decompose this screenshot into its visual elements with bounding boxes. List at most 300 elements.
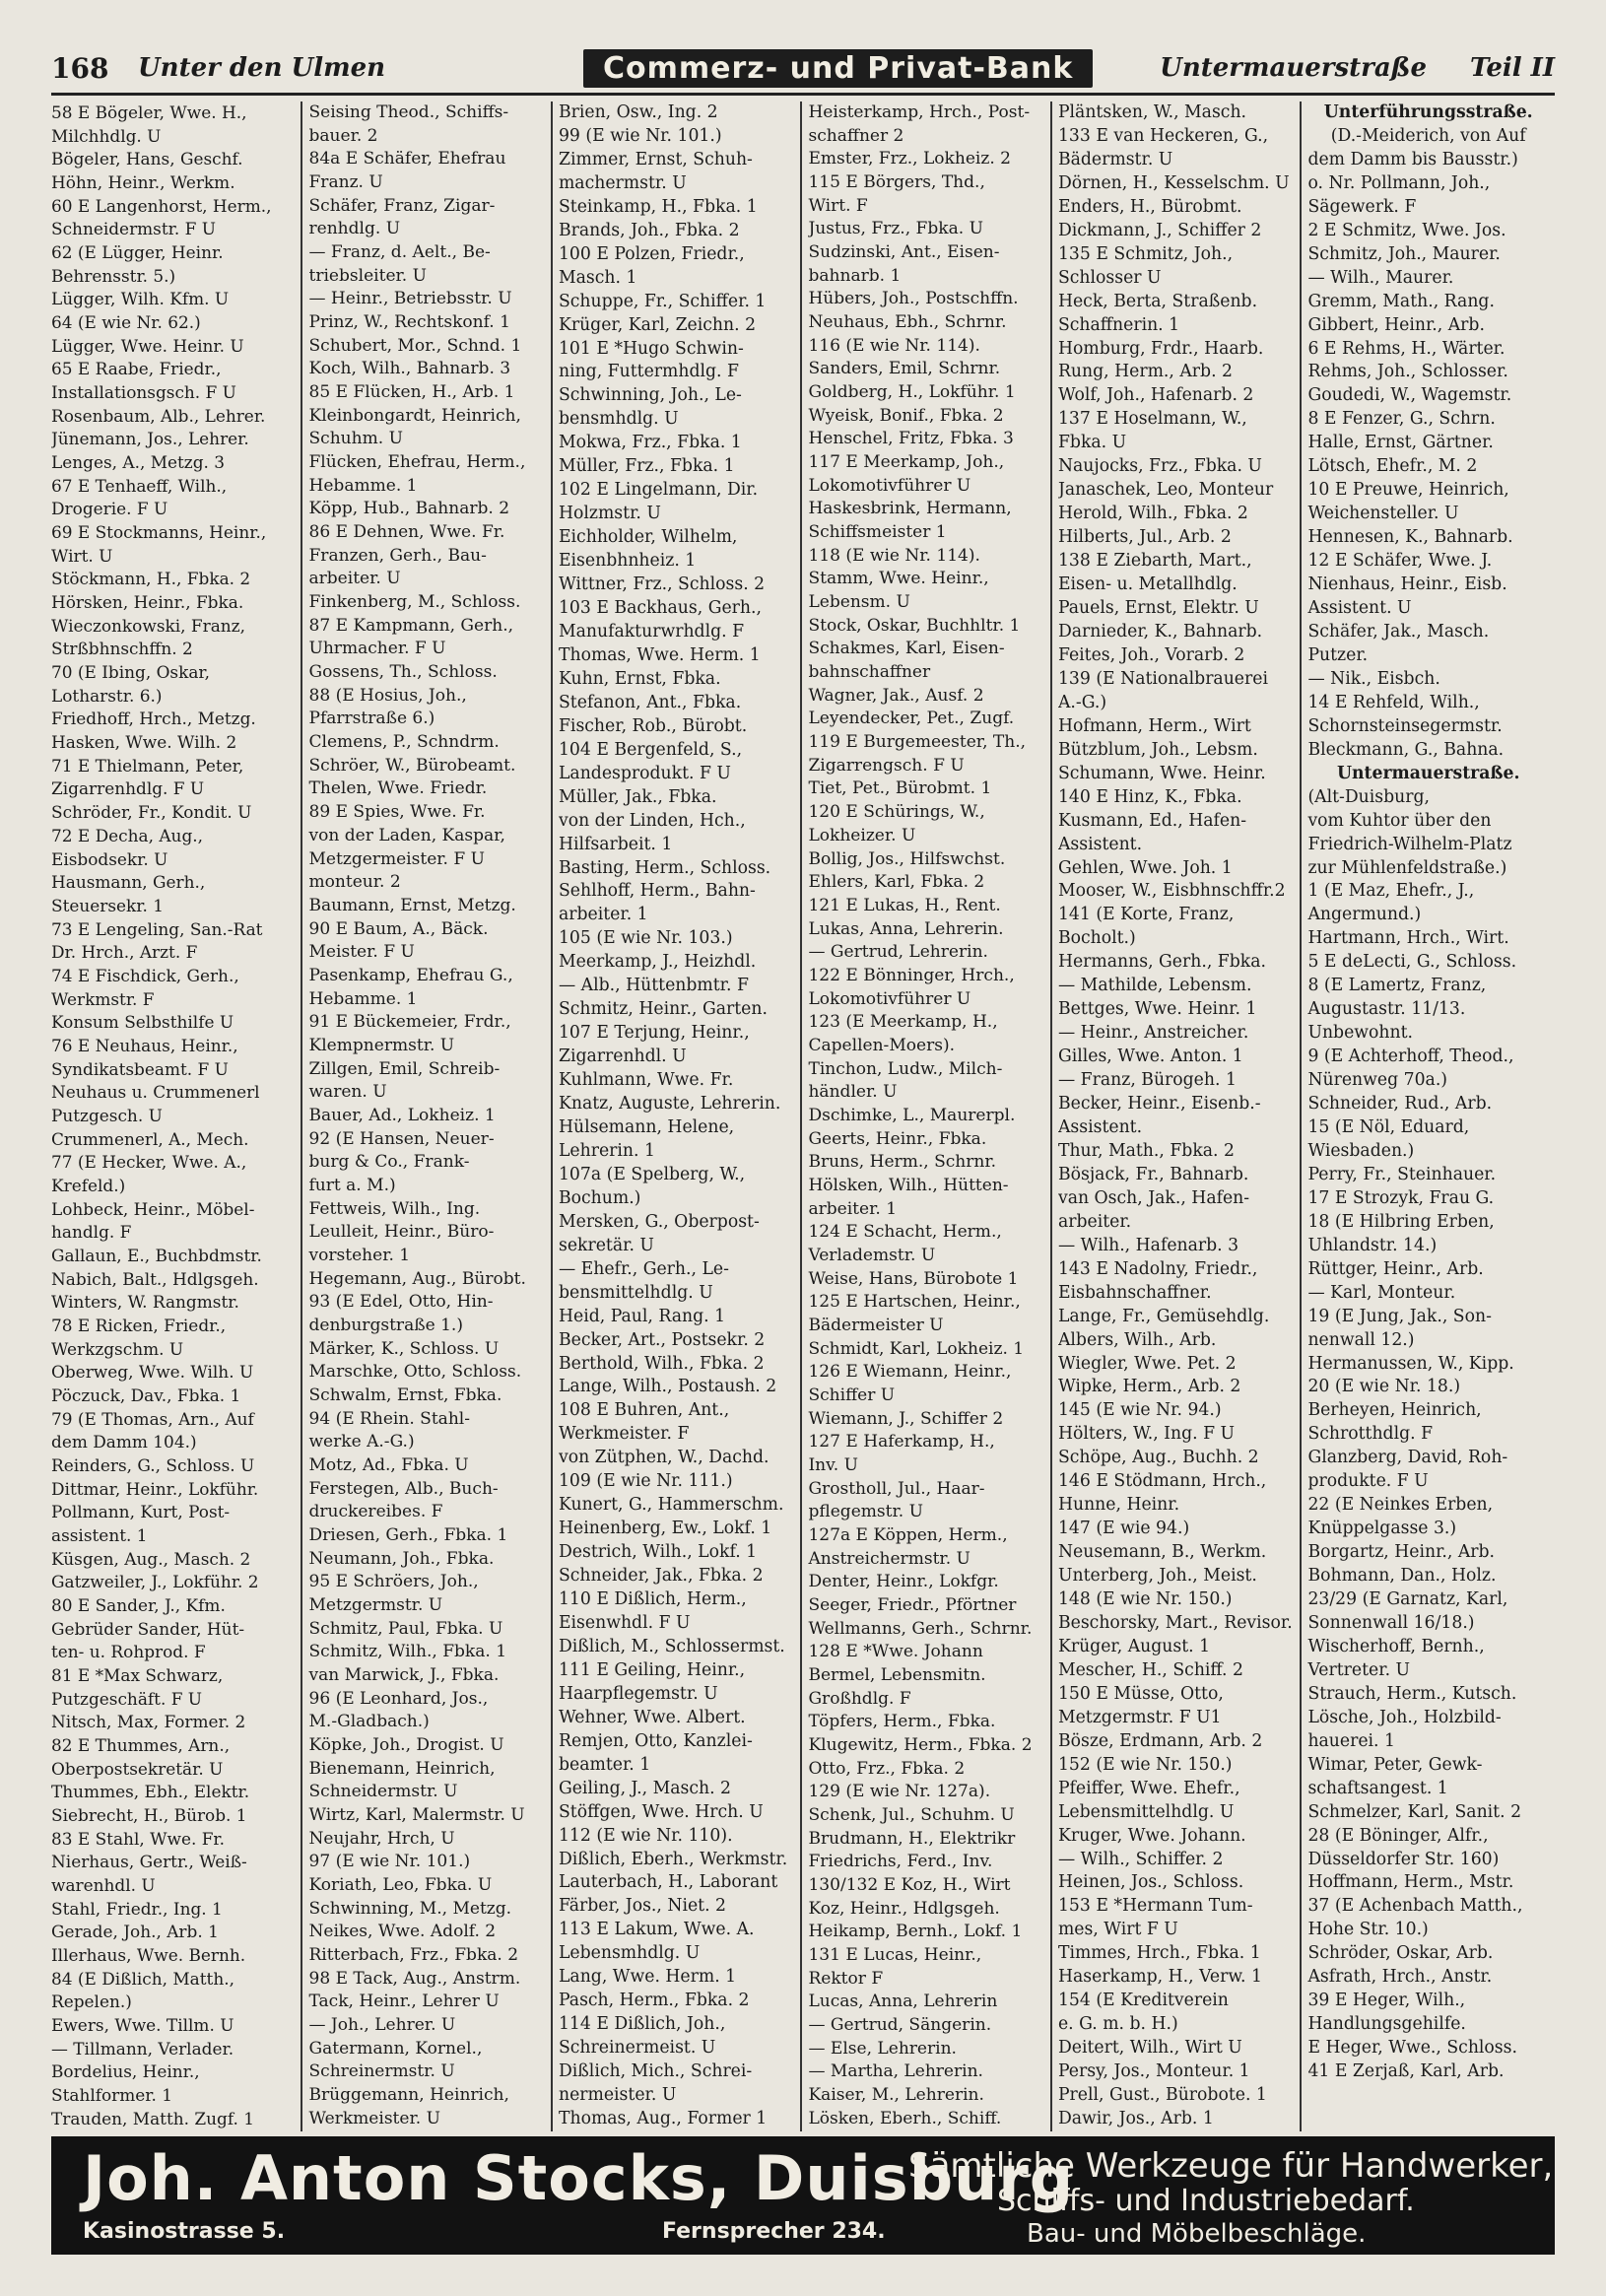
bank-banner: Commerz- und Privat-Bank xyxy=(583,49,1093,88)
list-item: Hunne, Heinr. xyxy=(1057,1495,1180,1516)
list-item: Gatermann, Kornel., xyxy=(308,2038,483,2059)
list-item: Schmitz, Wilh., Fbka. 1 xyxy=(308,1642,507,1662)
list-item: Werkmeister. U xyxy=(308,2108,440,2128)
list-item: Schröer, W., Bürobeamt. xyxy=(308,755,516,776)
list-item: 91 E Bückemeier, Frdr., xyxy=(308,1012,511,1033)
list-item: Bauer, Ad., Lokheiz. 1 xyxy=(308,1105,496,1125)
list-item: Dörnen, H., Kesselschm. U xyxy=(1057,172,1290,193)
list-item: 77 (E Hecker, Wwe. A., xyxy=(51,1152,247,1173)
list-item: Zigarrengsch. F U xyxy=(808,755,965,776)
list-item: Augustastr. 11/13. xyxy=(1307,999,1466,1020)
list-item: 90 E Baum, A., Bäck. xyxy=(308,918,489,939)
list-item: bensmittelhdlg. U xyxy=(558,1282,713,1303)
list-item: Putzgesch. U xyxy=(51,1105,163,1125)
list-item: 83 E Stahl, Wwe. Fr. xyxy=(51,1828,226,1849)
list-item: Neumann, Joh., Fbka. xyxy=(308,1548,495,1569)
list-item: Dißlich, Eberh., Werkmstr. xyxy=(558,1849,788,1869)
page-number: 168 xyxy=(51,51,109,85)
list-item: 140 E Hinz, K., Fbka. xyxy=(1057,786,1242,807)
list-item: Hilberts, Jul., Arb. 2 xyxy=(1057,527,1232,548)
list-item: Schuppe, Fr., Schiffer. 1 xyxy=(558,291,767,311)
list-item: 118 (E wie Nr. 114). xyxy=(808,545,980,566)
list-item: — Else, Lehrerin. xyxy=(808,2038,957,2059)
list-item: 17 E Strozyk, Frau G. xyxy=(1307,1187,1495,1208)
list-item: 105 (E wie Nr. 103.) xyxy=(558,928,733,949)
list-item: Stock, Oskar, Buchhltr. 1 xyxy=(808,615,1021,636)
list-item: Hennesen, K., Bahnarb. xyxy=(1307,527,1513,548)
list-item: Wyeisk, Bonif., Fbka. 2 xyxy=(808,405,1004,426)
list-item: Steinkamp, H., Fbka. 1 xyxy=(558,196,758,217)
list-item: mes, Wirt F U xyxy=(1057,1920,1178,1940)
list-item: 100 E Polzen, Friedr., xyxy=(558,243,745,264)
list-item: 58 E Bögeler, Wwe. H., xyxy=(51,102,247,122)
ad-address: Kasinostrasse 5. xyxy=(83,2219,286,2244)
list-item: Werkzgschm. U xyxy=(51,1338,184,1359)
list-item: Weichensteller. U xyxy=(1307,504,1459,524)
list-item: Zillgen, Emil, Schreib- xyxy=(308,1058,501,1079)
list-item: Mooser, W., Eisbhnschffr.2 xyxy=(1057,881,1286,902)
list-item: Stahlformer. 1 xyxy=(51,2085,173,2106)
list-item: Steuersekr. 1 xyxy=(51,895,165,915)
list-item: Lösche, Joh., Holzbild- xyxy=(1307,1707,1502,1727)
list-item: arbeiter. 1 xyxy=(808,1198,898,1219)
list-item: Leyendecker, Pet., Zugf. xyxy=(808,709,1015,729)
list-item: Zimmer, Ernst, Schuh- xyxy=(558,149,753,169)
list-item: 141 (E Korte, Franz, xyxy=(1057,905,1235,925)
list-item: — Franz, Bürogeh. 1 xyxy=(1057,1070,1237,1091)
list-item: 109 (E wie Nr. 111.) xyxy=(558,1471,733,1492)
list-item: 119 E Burgemeester, Th., xyxy=(808,732,1027,753)
list-item: waren. U xyxy=(308,1082,387,1103)
list-item: sekretär. U xyxy=(558,1235,654,1255)
list-item: Neuhaus, Ebh., Schrnr. xyxy=(808,312,1007,333)
list-item: Hölsken, Wilh., Hütten- xyxy=(808,1175,1009,1195)
list-item: Kleinbongardt, Heinrich, xyxy=(308,405,521,426)
list-item: Leulleit, Heinr., Büro- xyxy=(308,1222,495,1243)
list-item: Heinen, Jos., Schloss. xyxy=(1057,1872,1244,1893)
list-item: Tiet, Pet., Bürobmt. 1 xyxy=(808,778,992,799)
list-item: — Martha, Lehrerin. xyxy=(808,2061,983,2082)
list-item: Koz, Heinr., Hdlgsgeh. xyxy=(808,1898,1000,1919)
ad-phone: Fernsprecher 234. xyxy=(662,2219,886,2244)
list-item: 1 (E Maz, Ehefr., J., xyxy=(1307,881,1475,902)
list-item: Rosenbaum, Alb., Lehrer. xyxy=(51,405,266,426)
list-item: Strauch, Herm., Kutsch. xyxy=(1307,1683,1517,1704)
list-item: Thomas, Wwe. Herm. 1 xyxy=(558,644,761,665)
list-item: — Tillmann, Verlader. xyxy=(51,2038,234,2059)
list-item: Müller, Jak., Fbka. xyxy=(558,786,717,807)
list-item: Albers, Wilh., Arb. xyxy=(1057,1329,1217,1350)
list-item: Schiffer U xyxy=(808,1384,896,1405)
list-item: Enders, H., Bürobmt. xyxy=(1057,196,1242,217)
list-item: Thelen, Wwe. Friedr. xyxy=(308,778,488,799)
list-item: 80 E Sander, J., Kfm. xyxy=(51,1595,226,1615)
list-item: Reinders, G., Schloss. U xyxy=(51,1454,255,1475)
list-item: Gebrüder Sander, Hüt- xyxy=(51,1618,245,1639)
list-item: Schneidermstr. U xyxy=(308,1782,458,1802)
list-item: Hegemann, Aug., Bürobt. xyxy=(308,1268,526,1289)
ad-tagline-3: Bau- und Möbelbeschläge. xyxy=(1027,2219,1367,2249)
list-item: 84 (E Dißlich, Matth., xyxy=(51,1968,234,1989)
list-item: Lucas, Anna, Lehrerin xyxy=(808,1992,998,2012)
list-item: 85 E Flücken, H., Arb. 1 xyxy=(308,382,515,403)
list-item: 6 E Rehms, H., Wärter. xyxy=(1307,338,1506,359)
list-item: Ritterbach, Frz., Fbka. 2 xyxy=(308,1945,519,1966)
list-item: Halle, Ernst, Gärtner. xyxy=(1307,433,1494,453)
list-item: 107a (E Spelberg, W., xyxy=(558,1164,746,1184)
list-item: Oberweg, Wwe. Wilh. U xyxy=(51,1362,254,1383)
list-item: Wiegler, Wwe. Pet. 2 xyxy=(1057,1353,1237,1374)
list-item: Lenges, A., Metzg. 3 xyxy=(51,452,226,473)
list-item: 73 E Lengeling, San.-Rat xyxy=(51,918,263,939)
list-item: Becker, Art., Postsekr. 2 xyxy=(558,1329,766,1350)
list-item: Lehrerin. 1 xyxy=(558,1140,655,1161)
list-item: Milchhdlg. U xyxy=(51,125,162,146)
list-item: Unterberg, Joh., Meist. xyxy=(1057,1566,1257,1587)
list-item: Janaschek, Leo, Monteur xyxy=(1057,480,1274,501)
list-item: 2 E Schmitz, Wwe. Jos. xyxy=(1307,220,1506,240)
list-item: Wittner, Frz., Schloss. 2 xyxy=(558,574,766,595)
list-item: von Zütphen, W., Dachd. xyxy=(558,1448,770,1468)
list-item: Bösjack, Fr., Bahnarb. xyxy=(1057,1164,1249,1184)
list-item: schaftsangest. 1 xyxy=(1307,1778,1448,1798)
list-item: Justus, Frz., Fbka. U xyxy=(808,219,983,239)
list-item: Ewers, Wwe. Tillm. U xyxy=(51,2015,234,2036)
list-item: Müller, Frz., Fbka. 1 xyxy=(558,456,735,477)
list-item: Pollmann, Kurt, Post- xyxy=(51,1502,231,1522)
list-item: Bädermstr. U xyxy=(1057,149,1173,169)
list-item: Wischerhoff, Bernh., xyxy=(1307,1636,1485,1656)
list-item: Sudzinski, Ant., Eisen- xyxy=(808,242,1000,263)
list-item: — Franz, d. Aelt., Be- xyxy=(308,242,491,263)
list-item: Wiesbaden.) xyxy=(1307,1140,1415,1161)
list-item: Schornsteinsegermstr. xyxy=(1307,715,1503,736)
list-item: — Heinr., Anstreicher. xyxy=(1057,1023,1249,1044)
list-item: Berheyen, Heinrich, xyxy=(1307,1400,1482,1421)
list-item: Destrich, Wilh., Lokf. 1 xyxy=(558,1542,758,1563)
list-item: 8 E Fenzer, G., Schrn. xyxy=(1307,409,1496,430)
list-item: Lange, Wilh., Postaush. 2 xyxy=(558,1377,777,1397)
list-item: 127 E Haferkamp, H., xyxy=(808,1432,995,1452)
list-item: Otto, Frz., Fbka. 2 xyxy=(808,1758,966,1779)
list-item: nermeister. U xyxy=(558,2085,677,2106)
list-item: 41 E Zerjaß, Karl, Arb. xyxy=(1307,2061,1505,2082)
list-item: 70 (E Ibing, Oskar, xyxy=(51,662,211,683)
list-item: Bienemann, Heinrich, xyxy=(308,1758,496,1779)
list-item: 76 E Neuhaus, Heinr., xyxy=(51,1035,238,1055)
list-item: 131 E Lucas, Heinr., xyxy=(808,1945,982,1966)
list-item: Bohmann, Dan., Holz. xyxy=(1307,1566,1497,1587)
list-item: Thur, Math., Fbka. 2 xyxy=(1057,1140,1235,1161)
list-item: Hausmann, Gerh., xyxy=(51,872,206,893)
list-item: 64 (E wie Nr. 62.) xyxy=(51,312,201,333)
list-item: dem Damm bis Bausstr.) xyxy=(1307,149,1518,169)
list-item: Bordelius, Heinr., xyxy=(51,2061,200,2082)
list-item: Neuhaus u. Crummenerl xyxy=(51,1082,260,1103)
list-item: Lösken, Eberh., Schiff. xyxy=(808,2108,1002,2128)
list-item: vorsteher. 1 xyxy=(308,1245,411,1265)
list-item: Schröder, Oskar, Arb. xyxy=(1307,1943,1494,1964)
list-item: 130/132 E Koz, H., Wirt xyxy=(808,1875,1011,1896)
list-item: Schmidt, Karl, Lokheiz. 1 xyxy=(808,1338,1025,1359)
list-item: 95 E Schröers, Joh., xyxy=(308,1572,479,1592)
list-item: Färber, Jos., Niet. 2 xyxy=(558,1896,727,1917)
list-item: zur Mühlenfeldstraße.) xyxy=(1307,857,1507,878)
list-item: Schenk, Jul., Schuhm. U xyxy=(808,1805,1015,1826)
list-item: 18 (E Hilbring Erben, xyxy=(1307,1211,1495,1232)
list-item: 81 E *Max Schwarz, xyxy=(51,1665,224,1686)
list-item: 108 E Buhren, Ant., xyxy=(558,1400,730,1421)
list-item: bensmhdlg. U xyxy=(558,409,679,430)
list-item: Repelen.) xyxy=(51,1992,132,2012)
list-item: — Nik., Eisbch. xyxy=(1307,668,1440,689)
list-item: Gehlen, Wwe. Joh. 1 xyxy=(1057,857,1233,878)
list-item: 139 (E Nationalbrauerei xyxy=(1057,668,1268,689)
list-item: 102 E Lingelmann, Dir. xyxy=(558,480,759,501)
list-item: 99 (E wie Nr. 101.) xyxy=(558,125,722,146)
list-item: 60 E Langenhorst, Herm., xyxy=(51,195,272,216)
list-item: Märker, K., Schloss. U xyxy=(308,1338,500,1359)
list-item: 78 E Ricken, Friedr., xyxy=(51,1315,227,1335)
list-item: Bettges, Wwe. Heinr. 1 xyxy=(1057,999,1257,1020)
list-item: Großhdlg. F xyxy=(808,1688,911,1709)
list-item: Schröder, Fr., Kondit. U xyxy=(51,802,252,823)
list-item: Eisenbhnheiz. 1 xyxy=(558,551,697,572)
list-item: Hörsken, Heinr., Fbka. xyxy=(51,592,244,613)
list-item: Werkmeister. F xyxy=(558,1424,690,1445)
list-item: Lötsch, Ehefr., M. 2 xyxy=(1307,456,1478,477)
list-item: Weise, Hans, Bürobote 1 xyxy=(808,1268,1019,1289)
list-item: vom Kuhtor über den xyxy=(1307,810,1492,831)
list-item: Lokomotivführer U xyxy=(808,988,971,1009)
list-item: Friedrichs, Ferd., Inv. xyxy=(808,1852,993,1872)
list-item: 82 E Thummes, Arn., xyxy=(51,1735,231,1756)
list-item: werke A.-G.) xyxy=(308,1432,415,1452)
list-item: Holzmstr. U xyxy=(558,504,661,524)
list-item: Anstreichermstr. U xyxy=(808,1548,970,1569)
list-item: Hermanussen, W., Kipp. xyxy=(1307,1353,1514,1374)
column-2 xyxy=(301,101,550,2131)
list-item: Emster, Frz., Lokheiz. 2 xyxy=(808,149,1011,169)
list-item: Rehms, Joh., Schlosser. xyxy=(1307,362,1508,382)
list-item: Hartmann, Hrch., Wirt. xyxy=(1307,928,1509,949)
list-item: Eisbodsekr. U xyxy=(51,848,168,869)
list-item: Rüttger, Heinr., Arb. xyxy=(1307,1258,1484,1279)
list-item: 124 E Schacht, Herm., xyxy=(808,1222,1002,1243)
list-item: Pöczuck, Dav., Fbka. 1 xyxy=(51,1384,241,1405)
list-item: 145 (E wie Nr. 94.) xyxy=(1057,1400,1222,1421)
list-item: Grostholl, Jul., Haar- xyxy=(808,1478,985,1499)
list-item: Wiemann, J., Schiffer 2 xyxy=(808,1408,1004,1429)
list-item: Friedhoff, Hrch., Metzg. xyxy=(51,709,256,729)
list-item: Glanzberg, David, Roh- xyxy=(1307,1448,1508,1468)
ad-tagline-1: Sämtliche Werkzeuge für Handwerker, xyxy=(908,2146,1554,2186)
list-item: Koch, Wilh., Bahnarb. 3 xyxy=(308,359,511,379)
list-item: Baumann, Ernst, Metzg. xyxy=(308,895,516,915)
list-item: Metzgermeister. F U xyxy=(308,848,485,869)
list-item: — Karl, Monteur. xyxy=(1307,1282,1456,1303)
list-item: Schmitz, Joh., Maurer. xyxy=(1307,243,1501,264)
list-item: 14 E Rehfeld, Wilh., xyxy=(1307,692,1480,712)
list-item: — Joh., Lehrer. U xyxy=(308,2015,456,2036)
list-item: triebsleiter. U xyxy=(308,265,427,286)
list-item: Lohbeck, Heinr., Möbel- xyxy=(51,1198,255,1219)
list-item: Neusemann, B., Werkm. xyxy=(1057,1542,1267,1563)
list-item: 71 E Thielmann, Peter, xyxy=(51,755,244,776)
list-item: 116 (E wie Nr. 114). xyxy=(808,335,980,356)
list-item: — Wilh., Schiffer. 2 xyxy=(1057,1849,1224,1869)
list-item: Assistent. xyxy=(1057,1116,1143,1137)
list-item: Perry, Fr., Steinhauer. xyxy=(1307,1164,1497,1184)
list-item: Winters, W. Rangmstr. xyxy=(51,1292,239,1313)
list-item: 148 (E wie Nr. 150.) xyxy=(1057,1589,1233,1610)
list-item: hauerei. 1 xyxy=(1307,1730,1395,1751)
list-item: Neikes, Wwe. Adolf. 2 xyxy=(308,1922,497,1942)
list-item: Sehlhoff, Herm., Bahn- xyxy=(558,881,756,902)
list-item: 12 E Schäfer, Wwe. J. xyxy=(1307,551,1493,572)
list-item: 8 (E Lamertz, Franz, xyxy=(1307,976,1487,996)
list-item: Seising Theod., Schiffs- xyxy=(308,102,509,122)
list-item: 135 E Schmitz, Joh., xyxy=(1057,243,1234,264)
list-item: bahnarb. 1 xyxy=(808,265,902,286)
list-item: Lebensmhdlg. U xyxy=(558,1943,701,1964)
list-item: Schwinning, Joh., Le- xyxy=(558,385,742,406)
list-item: 87 E Kampmann, Gerh., xyxy=(308,615,514,636)
list-item: burg & Co., Frank- xyxy=(308,1152,470,1173)
list-item: Wimar, Peter, Gewk- xyxy=(1307,1754,1483,1775)
list-item: Asfrath, Hrch., Anstr. xyxy=(1307,1967,1493,1988)
list-item: Assistent. xyxy=(1057,834,1143,854)
list-item: Assistent. U xyxy=(1307,598,1412,619)
list-item: Wellmanns, Gerh., Schrnr. xyxy=(808,1618,1033,1639)
list-item: Bützblum, Joh., Lebsm. xyxy=(1057,739,1258,760)
list-item: Rung, Herm., Arb. 2 xyxy=(1057,362,1234,382)
list-item: Heisterkamp, Hrch., Post- xyxy=(808,102,1031,122)
list-item: 146 E Stödmann, Hrch., xyxy=(1057,1471,1267,1492)
list-item: Hofmann, Herm., Wirt xyxy=(1057,715,1251,736)
list-item: Zigarrenhdlg. F U xyxy=(51,778,205,799)
list-item: Schrotthdlg. F xyxy=(1307,1424,1434,1445)
list-item: Heinenberg, Ew., Lokf. 1 xyxy=(558,1519,772,1539)
list-item: 125 E Hartschen, Heinr., xyxy=(808,1292,1021,1313)
list-item: 69 E Stockmanns, Heinr., xyxy=(51,522,267,543)
list-item: Franz. U xyxy=(308,172,383,193)
column-6 xyxy=(1300,101,1555,2131)
list-item: Metzgermstr. F U1 xyxy=(1057,1707,1222,1727)
list-item: Lügger, Wilh. Kfm. U xyxy=(51,289,230,309)
list-item: Heck, Berta, Straßenb. xyxy=(1057,291,1258,311)
list-item: Jünemann, Jos., Lehrer. xyxy=(51,429,249,449)
list-item: ning, Futtermhdlg. F xyxy=(558,362,739,382)
list-item: 104 E Bergenfeld, S., xyxy=(558,739,743,760)
list-item: Persy, Jos., Monteur. 1 xyxy=(1057,2061,1250,2082)
ad-company-name: Joh. Anton Stocks, Duisburg xyxy=(83,2142,1075,2214)
list-item: Dißlich, M., Schlossermst. xyxy=(558,1636,785,1656)
list-item: 86 E Dehnen, Wwe. Fr. xyxy=(308,522,505,543)
directory-columns xyxy=(51,101,1555,2131)
list-item: (D.-Meiderich, von Auf xyxy=(1330,125,1526,146)
list-item: Unterführungsstraße. xyxy=(1323,102,1533,122)
list-item: Schaffnerin. 1 xyxy=(1057,314,1180,335)
list-item: Schwalm, Ernst, Fbka. xyxy=(308,1384,502,1405)
list-item: Geerts, Heinr., Fbka. xyxy=(808,1128,987,1149)
list-item: Trauden, Matth. Zugf. 1 xyxy=(51,2108,255,2128)
column-5 xyxy=(1050,101,1300,2131)
list-item: Bögeler, Hans, Geschf. xyxy=(51,149,243,169)
list-item: von der Laden, Kaspar, xyxy=(308,825,505,845)
list-item: Bruns, Herm., Schrnr. xyxy=(808,1152,997,1173)
list-item: händler. U xyxy=(808,1082,898,1103)
list-item: Drogerie. F U xyxy=(51,499,168,519)
list-item: van Osch, Jak., Hafen- xyxy=(1057,1187,1250,1208)
list-item: — Wilh., Maurer. xyxy=(1307,267,1454,288)
list-item: 88 (E Hosius, Joh., xyxy=(308,685,467,706)
list-item: Dittmar, Heinr., Lokführ. xyxy=(51,1478,259,1499)
list-item: Nitsch, Max, Former. 2 xyxy=(51,1712,246,1732)
list-item: Wirtz, Karl, Malermstr. U xyxy=(308,1805,525,1826)
list-item: Fbka. U xyxy=(1057,433,1127,453)
list-item: — Gertrud, Lehrerin. xyxy=(808,942,988,963)
list-item: Schmitz, Paul, Fbka. U xyxy=(308,1618,503,1639)
list-item: 37 (E Achenbach Matth., xyxy=(1307,1896,1523,1917)
column-3 xyxy=(551,101,800,2131)
list-item: Driesen, Gerh., Fbka. 1 xyxy=(308,1524,508,1545)
list-item: Eisbahnschaffner. xyxy=(1057,1282,1212,1303)
list-item: Krefeld.) xyxy=(51,1175,126,1195)
list-item: Lebensm. U xyxy=(808,592,910,613)
list-item: druckereibes. F xyxy=(308,1502,443,1522)
list-item: 138 E Ziebarth, Mart., xyxy=(1057,551,1252,572)
list-item: Bleckmann, G., Bahna. xyxy=(1307,739,1505,760)
list-item: Strßbhnschffn. 2 xyxy=(51,639,193,659)
list-item: 10 E Preuwe, Heinrich, xyxy=(1307,480,1509,501)
list-item: Crummenerl, A., Mech. xyxy=(51,1128,249,1149)
list-item: e. G. m. b. H.) xyxy=(1057,2014,1178,2035)
list-item: Goldberg, H., Lokführ. 1 xyxy=(808,382,1016,403)
list-item: Wipke, Herm., Arb. 2 xyxy=(1057,1377,1241,1397)
list-item: Stöckmann, H., Fbka. 2 xyxy=(51,569,251,589)
list-item: Seeger, Friedr., Pförtner xyxy=(808,1595,1017,1615)
list-item: 137 E Hoselmann, W., xyxy=(1057,409,1247,430)
list-item: Schubert, Mor., Schnd. 1 xyxy=(308,335,522,356)
list-item: Pläntsken, W., Masch. xyxy=(1057,102,1247,122)
advertisement-banner xyxy=(51,2136,1555,2255)
list-item: assistent. 1 xyxy=(51,1524,148,1545)
list-item: Schäfer, Franz, Zigar- xyxy=(308,195,496,216)
list-item: Höhn, Heinr., Werkm. xyxy=(51,172,235,193)
list-item: Verlademstr. U xyxy=(808,1245,936,1265)
list-item: Wieczonkowski, Franz, xyxy=(51,615,245,636)
list-item: 101 E *Hugo Schwin- xyxy=(558,338,744,359)
list-item: Putzer. xyxy=(1307,644,1369,665)
list-item: Lange, Fr., Gemüsehdlg. xyxy=(1057,1306,1270,1326)
list-item: Henschel, Fritz, Fbka. 3 xyxy=(808,429,1014,449)
list-item: Angermund.) xyxy=(1307,905,1422,925)
list-item: Sanders, Emil, Schrnr. xyxy=(808,359,1001,379)
list-item: Kuhlmann, Wwe. Fr. xyxy=(558,1070,734,1091)
list-item: o. Nr. Pollmann, Joh., xyxy=(1307,172,1491,193)
list-item: Schakmes, Karl, Eisen- xyxy=(808,639,1005,659)
list-item: Thummes, Ebh., Elektr. xyxy=(51,1782,250,1802)
list-item: Siebrecht, H., Bürob. 1 xyxy=(51,1805,247,1826)
list-item: Wagner, Jak., Ausf. 2 xyxy=(808,685,984,706)
list-item: Meister. F U xyxy=(308,942,415,963)
list-item: van Marwick, J., Fbka. xyxy=(308,1665,500,1686)
list-item: Lokheizer. U xyxy=(808,825,916,845)
list-item: Haarpflegemstr. U xyxy=(558,1683,718,1704)
list-item: Köpp, Hub., Bahnarb. 2 xyxy=(308,499,510,519)
list-item: Pauels, Ernst, Elektr. U xyxy=(1057,598,1259,619)
